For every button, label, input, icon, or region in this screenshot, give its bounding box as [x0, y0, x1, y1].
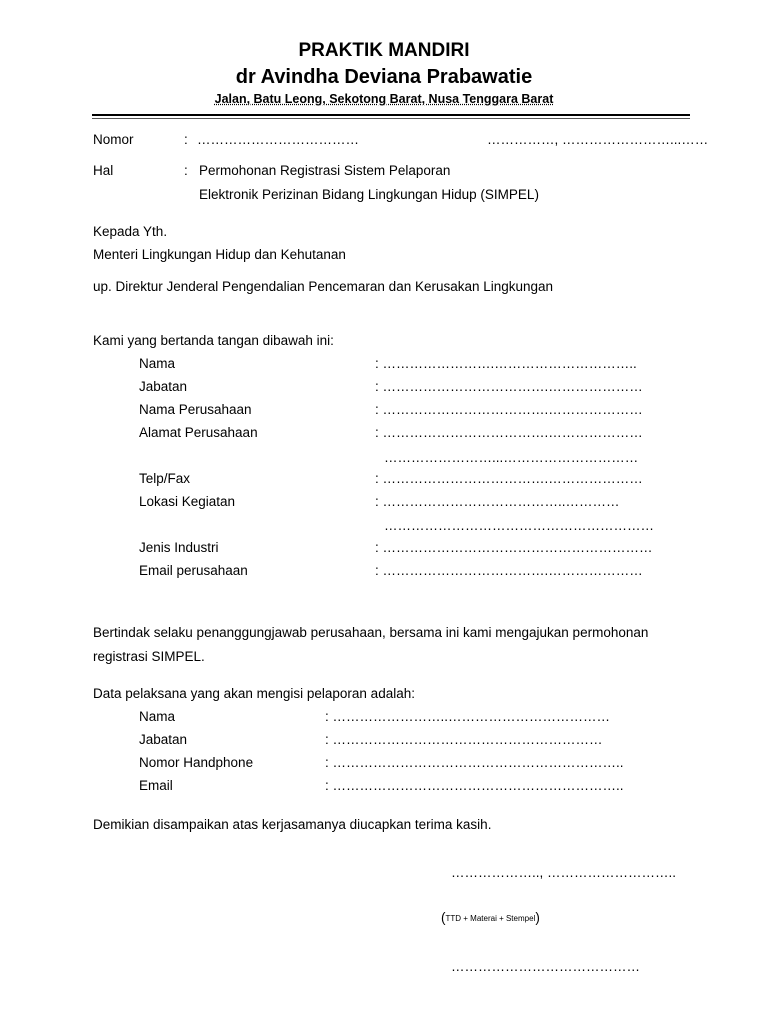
- nomor-colon: :: [184, 132, 188, 147]
- signature-note-open: (: [441, 910, 446, 925]
- hal-colon: :: [184, 163, 188, 178]
- hal-label: Hal: [93, 163, 114, 178]
- nomor-label: Nomor: [93, 132, 134, 147]
- executor-field-label: Nama: [139, 709, 176, 724]
- signer-field-value: : …………………….…………………………..: [375, 356, 637, 371]
- signature-note-close: ): [535, 910, 540, 925]
- signer-field-label: Nama: [139, 356, 176, 371]
- signer-field-label: Jabatan: [139, 379, 188, 394]
- executor-field-value: : ………………………………………………………..: [325, 778, 624, 793]
- signer-field-value: : ……………………………….…………………: [375, 471, 643, 486]
- signer-field-label: Email perusahaan: [139, 563, 248, 578]
- practice-title: PRAKTIK MANDIRI: [298, 40, 470, 61]
- signer-field-label: Lokasi Kegiatan: [139, 494, 236, 509]
- signer-field-label: Jenis Industri: [139, 540, 219, 555]
- executor-field-label: Nomor Handphone: [139, 755, 254, 770]
- executor-field-label: Jabatan: [139, 732, 188, 747]
- signer-field-value: : ……………………………….…………………: [375, 425, 643, 440]
- hal-line-2: Elektronik Perizinan Bidang Lingkungan Hidup (SIMPEL): [199, 187, 539, 202]
- signature-name-line: ……………………………………: [451, 959, 640, 974]
- signer-field-value: : ……………………………………………………: [375, 540, 653, 555]
- recipient-attention: up. Direktur Jenderal Pengendalian Pencemaran dan Kerusakan Lingkungan: [93, 279, 554, 294]
- signer-field-value: : ……………………………….…………………: [375, 402, 643, 417]
- date-value: ……………, ……………………...……: [487, 132, 709, 147]
- recipient-minister: Menteri Lingkungan Hidup dan Kehutanan: [93, 247, 346, 262]
- signer-field-label: Alamat Perusahaan: [139, 425, 258, 440]
- request-paragraph-line-1: Bertindak selaku penanggungjawab perusahaan, bersama ini kami mengajukan permohonan: [93, 625, 649, 640]
- place-date-blank: ……………….., ………………………..: [451, 865, 677, 880]
- signer-field-value-continuation: ……………………...…………………………: [384, 450, 639, 465]
- executor-field-value: : ……………………..………………………………: [325, 709, 611, 724]
- signer-field-label: Telp/Fax: [139, 471, 191, 486]
- closing-statement: Demikian disampaikan atas kerjasamanya diucapkan terima kasih.: [93, 817, 492, 832]
- executor-field-label: Email: [139, 778, 173, 793]
- signer-field-label: Nama Perusahaan: [139, 402, 252, 417]
- signature-note: [441, 910, 540, 925]
- executor-intro: Data pelaksana yang akan mengisi pelaporan adalah:: [93, 686, 415, 701]
- signature-note-text: TTD + Materai + Stempel: [445, 914, 536, 923]
- executor-field-value: : ………………………………………………………..: [325, 755, 624, 770]
- recipient-greeting: Kepada Yth.: [93, 224, 168, 239]
- practice-address: Jalan, Batu Leong, Sekotong Barat, Nusa Tenggara Barat: [214, 92, 554, 106]
- signer-field-value-continuation: ……………………………………………………: [384, 518, 654, 533]
- hal-line-1: Permohonan Registrasi Sistem Pelaporan: [199, 163, 451, 178]
- nomor-value: ………………………………: [197, 132, 359, 147]
- signer-field-value: : …………………………………..…………: [375, 494, 620, 509]
- request-paragraph-line-2: registrasi SIMPEL.: [93, 649, 205, 664]
- doctor-name: dr Avindha Deviana Prabawatie: [235, 66, 533, 88]
- signer-intro: Kami yang bertanda tangan dibawah ini:: [93, 333, 334, 348]
- signer-field-value: : ……………………………….…………………: [375, 563, 643, 578]
- signer-field-value: : ……………………………….…………………: [375, 379, 643, 394]
- executor-field-value: : ……………………………………………………: [325, 732, 603, 747]
- header-divider-thin: [92, 118, 690, 119]
- header-divider-thick: [92, 114, 690, 116]
